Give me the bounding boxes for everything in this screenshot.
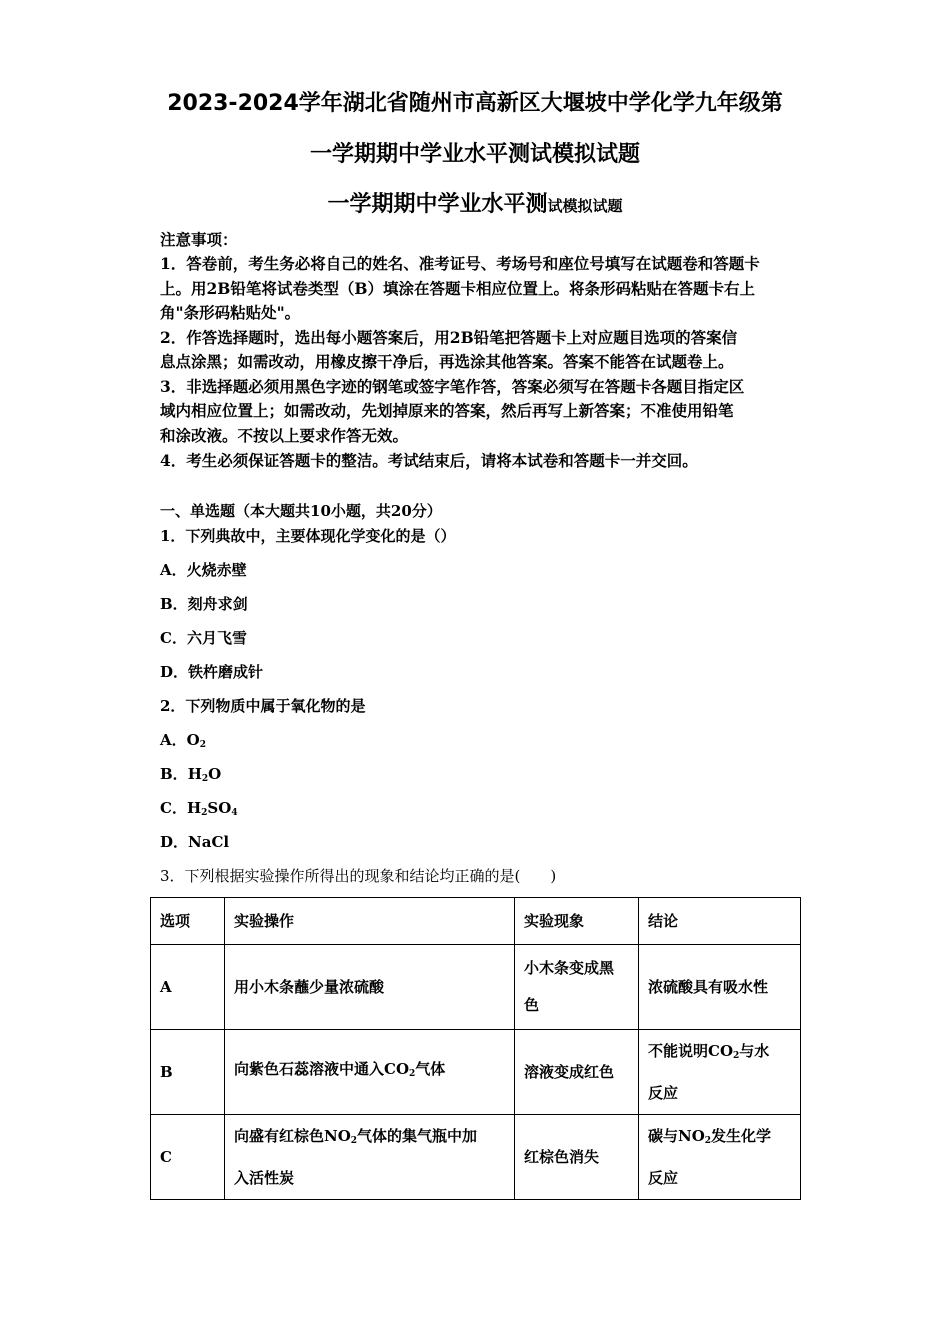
notes-heading: 注意事项： bbox=[160, 230, 238, 249]
section-heading: 一、单选题（本大题共10小题，共20分） bbox=[160, 502, 442, 520]
note-line: 4．考生必须保证答题卡的整洁。考试结束后，请将本试卷和答题卡一并交回。 bbox=[160, 451, 698, 470]
header-cell: 实验操作 bbox=[225, 898, 515, 945]
q1-option-c: C．六月飞雪 bbox=[160, 629, 247, 647]
operation-cell: 向紫色石蕊溶液中通入$CO_2$气体 bbox=[225, 1030, 515, 1115]
conclusion-cell: 不能说明$CO_2$与水 反应 bbox=[639, 1030, 801, 1115]
note-line: 域内相应位置上；如需改动，先划掉原来的答案，然后再写上新答案；不准使用铅笔 bbox=[160, 401, 734, 420]
table-header-row bbox=[151, 898, 801, 945]
note-line: 3．非选择题必须用黑色字迹的钢笔或签字笔作答，答案必须写在答题卡各题目指定区 bbox=[160, 377, 745, 396]
conclusion-cell: 碳与$NO_2$发生化学 反应 bbox=[639, 1115, 801, 1200]
phenomenon-cell: 溶液变成红色 bbox=[515, 1030, 639, 1115]
phenomenon-cell: 小木条变成黑 色 bbox=[515, 945, 639, 1030]
q1-option-b: B．刻舟求剑 bbox=[160, 595, 248, 613]
phenomenon-cell: 红棕色消失 bbox=[515, 1115, 639, 1200]
header-cell: 选项 bbox=[151, 898, 225, 945]
note-line: 角"条形码粘贴处"。 bbox=[160, 303, 301, 322]
option-cell: A bbox=[151, 945, 225, 1030]
operation-cell: 用小木条蘸少量浓硫酸 bbox=[225, 945, 515, 1030]
q2-option-c: C．$H_2SO_4$ bbox=[160, 799, 238, 818]
q2-option-d: D．NaCl bbox=[160, 833, 230, 851]
question-3-stem: 3．下列根据实验操作所得出的现象和结论均正确的是( ) bbox=[160, 867, 557, 885]
note-line: 2．作答选择题时，选出每小题答案后，用2B铅笔把答题卡上对应题目选项的答案信 bbox=[160, 328, 738, 347]
operation-cell: 向盛有红棕色$NO_2$气体的集气瓶中加 入活性炭 bbox=[225, 1115, 515, 1200]
option-cell: C bbox=[151, 1115, 225, 1200]
conclusion-cell: 浓硫酸具有吸水性 bbox=[639, 945, 801, 1030]
experiment-table bbox=[150, 897, 801, 1200]
title-line-3-big: 一学期期中学业水平测 bbox=[327, 192, 548, 217]
table-row bbox=[151, 1030, 801, 1115]
title-line-3-small: 试模拟试题 bbox=[547, 197, 623, 215]
option-cell: B bbox=[151, 1030, 225, 1115]
note-line: 息点涂黑；如需改动，用橡皮擦干净后，再选涂其他答案。答案不能答在试题卷上。 bbox=[160, 352, 734, 371]
q1-option-a: A．火烧赤壁 bbox=[160, 561, 247, 579]
title-line-3 bbox=[0, 187, 950, 218]
header-cell: 结论 bbox=[639, 898, 801, 945]
title-line-2: 一学期期中学业水平测试模拟试题 bbox=[309, 142, 640, 167]
table-row bbox=[151, 1115, 801, 1200]
q2-option-a: A．$O_2$ bbox=[160, 731, 206, 750]
note-line: 和涂改液。不按以上要求作答无效。 bbox=[160, 426, 409, 445]
note-line: 上。用2B铅笔将试卷类型（B）填涂在答题卡相应位置上。将条形码粘贴在答题卡右上 bbox=[160, 279, 755, 298]
note-line: 1．答卷前，考生务必将自己的姓名、准考证号、考场号和座位号填写在试题卷和答题卡 bbox=[160, 254, 760, 273]
q2-option-b: B．$H_2O$ bbox=[160, 765, 222, 784]
question-1-stem: 1．下列典故中，主要体现化学变化的是（） bbox=[160, 527, 456, 545]
table-row bbox=[151, 945, 801, 1030]
title-line-1: 2023-2024学年湖北省随州市高新区大堰坡中学化学九年级第 bbox=[167, 91, 783, 116]
q1-option-d: D．铁杵磨成针 bbox=[160, 663, 264, 681]
question-2-stem: 2．下列物质中属于氧化物的是 bbox=[160, 697, 366, 715]
header-cell: 实验现象 bbox=[515, 898, 639, 945]
